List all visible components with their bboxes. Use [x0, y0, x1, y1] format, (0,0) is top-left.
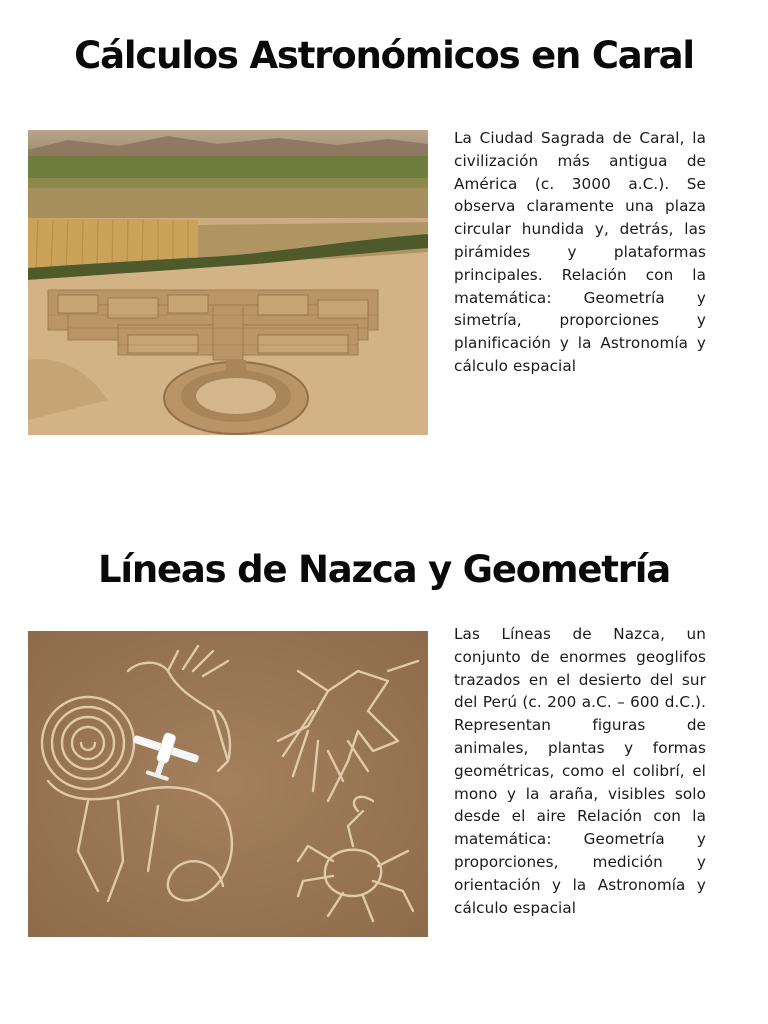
section-title-nazca: Líneas de Nazca y Geometría [98, 548, 670, 591]
nazca-lines-photo [28, 631, 428, 937]
caral-description: La Ciudad Sagrada de Caral, la civilización más antigua de América (c. 3000 a.C.). Se observa claramente una plaza circular hundida y, detrás, las pirámides y plataformas principales. Relación con la matemática: Geometría y simetría, proporciones y planificación y la Astronomía y cálculo espacial [454, 129, 706, 375]
caral-aerial-photo [28, 130, 428, 435]
section-title-caral: Cálculos Astronómicos en Caral [74, 34, 694, 77]
nazca-description: Las Líneas de Nazca, un conjunto de enormes geoglifos trazados en el desierto del sur del Perú (c. 200 a.C. – 600 d.C.). Representan figuras de animales, plantas y formas geométricas, como el colibrí, el mono y la araña, visibles solo desde el aire Relación con la matemática: Geometría y proporciones, medición y orientación y la Astronomía y cálculo espacial [454, 625, 706, 917]
